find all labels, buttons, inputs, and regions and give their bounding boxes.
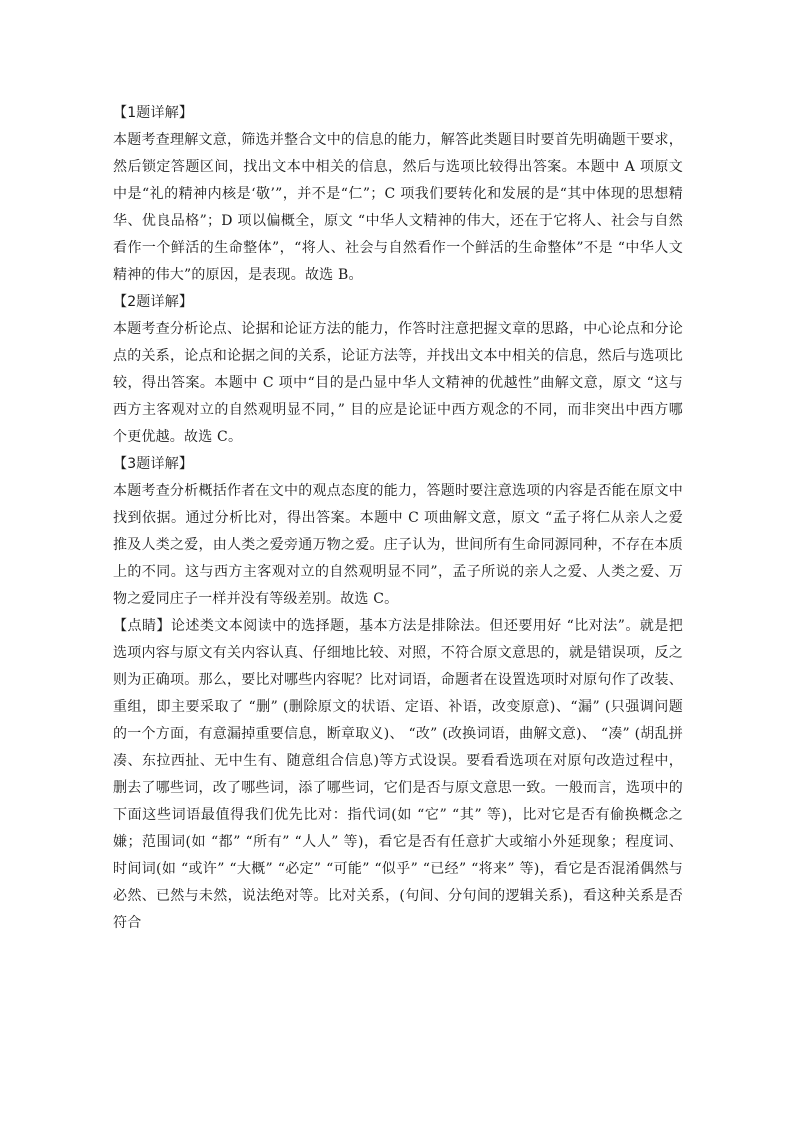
section-2-heading: 【2题详解】 [113,294,194,310]
section-1-body: 本题考查理解文意，筛选并整合文中的信息的能力，解答此类题目时要首先明确题干要求，然后锁定答题区间，找出文本中相关的信息，然后与选项比较得出答案。本题中 A 项原文中是“礼的精神内核是‘敬’”，并不是“仁”；C 项我们要转化和发展的是“其中体现的思想精华、优良品格”；D 项以偏概全，原文 “中华人文精神的伟大，还在于它将人、社会与自然看作一个鲜活的生命整体”，“将人、社会与自然看作一个鲜活的生命整体”不是 “中华人文精神的伟大”的原因，是表现。故选 B。 [113,132,683,283]
section-1-heading: 【1题详解】 [113,105,194,121]
tip-paragraph [113,613,683,937]
section-3-body: 本题考查分析概括作者在文中的观点态度的能力，答题时要注意选项的内容是否能在原文中找到依据。通过分析比对，得出答案。本题中 C 项曲解文意，原文 “孟子将仁从亲人之爱推及人类之爱，由人类之爱旁通万物之爱。庄子认为，世间所有生命同源同种，不存在本质上的不同。这与西方主客观对立的自然观明显不同”，孟子所说的亲人之爱、人类之爱、万物之爱同庄子一样并没有等级差别。故选 C。 [113,483,683,607]
tip-body: 论述类文本阅读中的选择题，基本方法是排除法。但还要用好 “比对法”。就是把选项内容与原文有关内容认真、仔细地比较、对照，不符合原文意思的，就是错误项，反之则为正确项。那么，要比对哪些内容呢？比对词语，命题者在设置选项时对原句作了改装、重组，即主要采取了 “删” (删除原文的状语、定语、补语，改变原意)、“漏” (只强调问题的一个方面，有意漏掉重要信息，断章取义)、 “改” (改换词语，曲解文意)、 “凑” (胡乱拼凑、东拉西扯、无中生有、随意组合信息)等方式设误。要看看选项在对原句改造过程中，删去了哪些词，改了哪些词，添了哪些词，它们是否与原文意思一致。一般而言，选项中的下面这些词语最值得我们优先比对：指代词(如 “它” “其” 等)，比对它是否有偷换概念之嫌；范围词(如 “都” “所有” “人人” 等)，看它是否有任意扩大或缩小外延现象；程度词、时间词(如 “或许” “大概” “必定” “可能” “似乎” “已经” “将来” 等)，看它是否混淆偶然与必然、已然与未然，说法绝对等。比对关系，(句间、分句间的逻辑关系)，看这种关系是否符合 [113,618,683,931]
tip-heading: 【点睛】 [113,618,171,634]
section-2-body: 本题考查分析论点、论据和论证方法的能力，作答时注意把握文章的思路，中心论点和分论点的关系，论点和论据之间的关系，论证方法等，并找出文本中相关的信息，然后与选项比较，得出答案。本题中 C 项中“目的是凸显中华人文精神的优越性”曲解文意，原文 “这与西方主客观对立的自然观明显不同，” 目的应是论证中西方观念的不同，而非突出中西方哪个更优越。故选 C。 [113,321,683,445]
explanation-content [113,100,683,937]
section-3-heading: 【3题详解】 [113,456,194,472]
